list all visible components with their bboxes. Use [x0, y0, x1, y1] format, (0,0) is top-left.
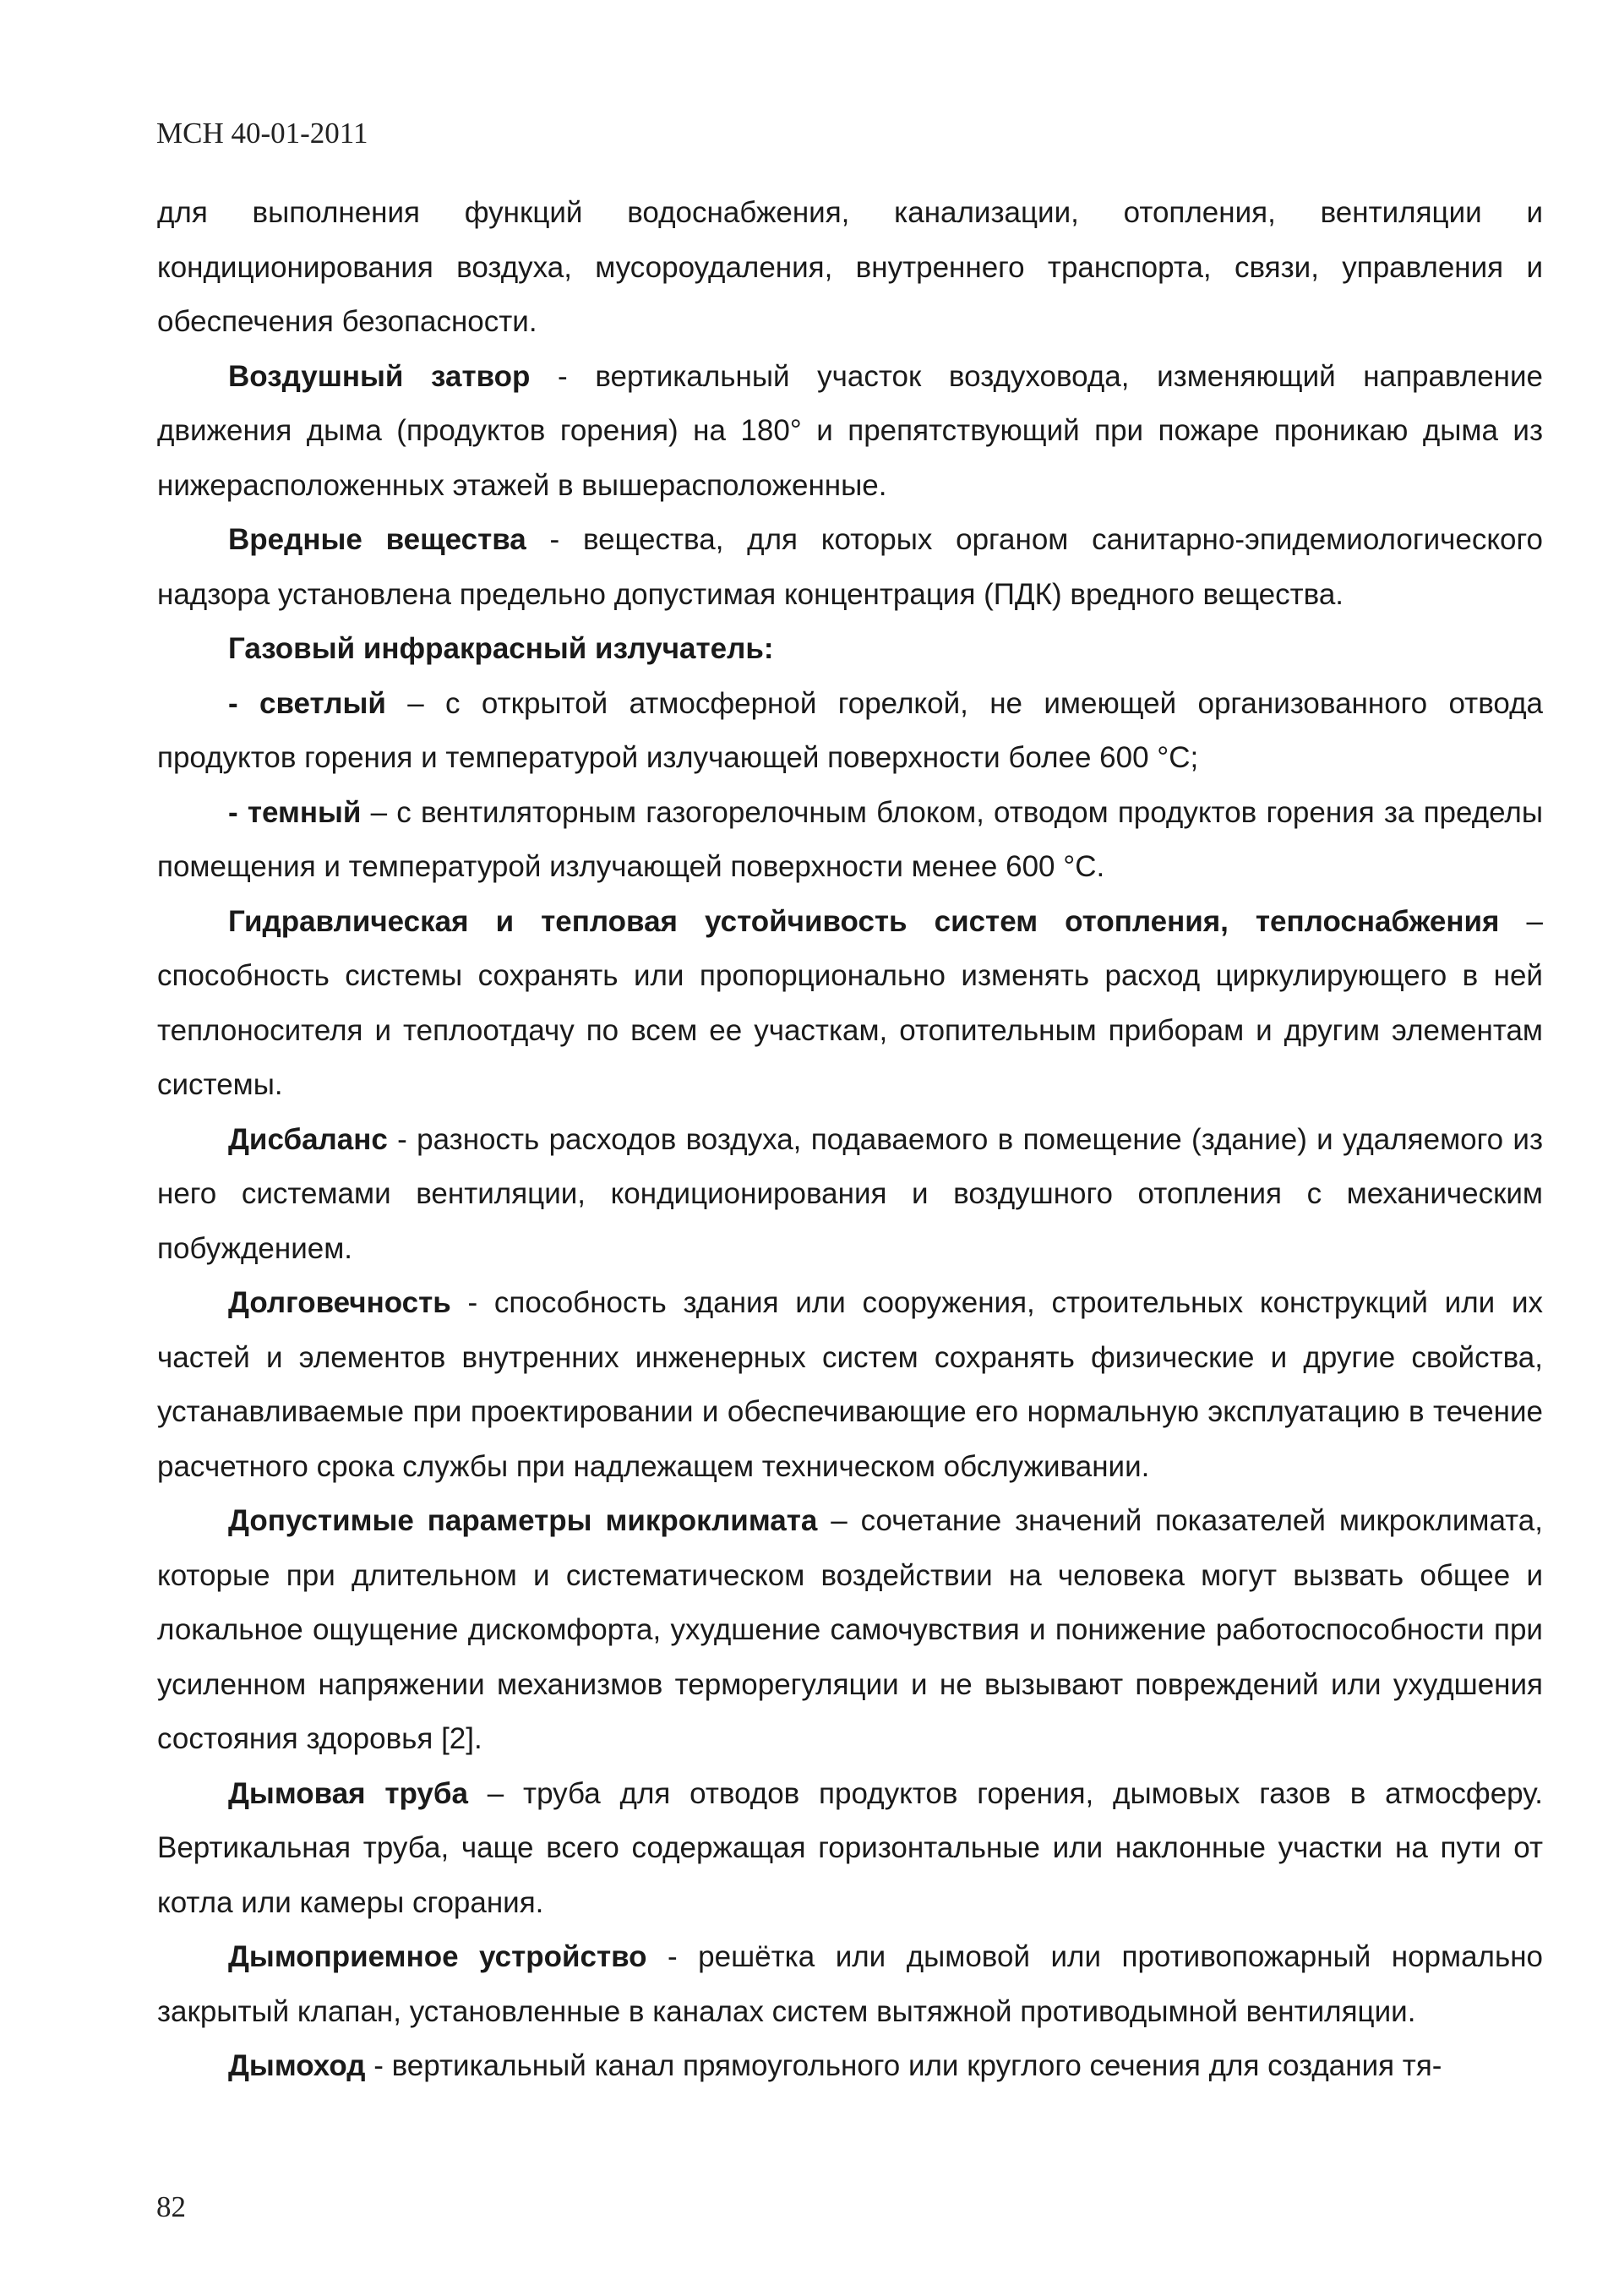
definition-text: - вещества, для которых органом санитарно-эпидемиологического надзора установлена предельно допустимая концентрация (ПДК) вредного вещества. [157, 523, 1543, 611]
paragraph [157, 513, 1543, 622]
document-body [157, 186, 1543, 2094]
paragraph [157, 1113, 1543, 1277]
paragraph [157, 1276, 1543, 1494]
definition-text: – с вентиляторным газогорелочным блоком, отводом продуктов горения за пределы помещения и температурой излучающей поверхности менее 600 °С. [157, 795, 1543, 883]
definition-text: для выполнения функций водоснабжения, канализации, отопления, вентиляции и кондиционирования воздуха, мусороудаления, внутреннего транспорта, связи, управления и обеспечения безопасности. [157, 196, 1543, 338]
definition-text: - способность здания или сооружения, строительных конструкций или их частей и элементов внутренних инженерных систем сохранять физические и другие свойства, устанавливаемые при проектировании и обеспечивающие его нормальную эксплуатацию в течение расчетного срока службы при надлежащем техническом обслуживании. [157, 1286, 1543, 1483]
term: Долговечность [228, 1286, 451, 1319]
term: Дисбаланс [228, 1122, 388, 1156]
term: Дымоприемное устройство [228, 1940, 647, 1973]
term: Газовый инфракрасный излучатель: [228, 632, 774, 665]
definition-text: - вертикальный участок воздуховода, изменяющий направление движения дыма (продуктов горения) на 180° и препятствующий при пожаре проникаю дыма из нижерасположенных этажей в вышерасположенные. [157, 359, 1544, 502]
definition-text: - разность расходов воздуха, подаваемого в помещение (здание) и удаляемого из него системами вентиляции, кондиционирования и воздушного отопления с механическим побуждением. [157, 1122, 1543, 1265]
paragraph [157, 895, 1543, 1113]
paragraph [157, 350, 1543, 514]
definition-text: – способность системы сохранять или пропорционально изменять расход циркулирующего в ней теплоносителя и теплоотдачу по всем ее участкам, отопительным приборам и другим элементам системы. [157, 904, 1543, 1101]
definition-text: - вертикальный канал прямоугольного или круглого сечения для создания тя- [365, 2049, 1442, 2082]
paragraph [157, 622, 1543, 677]
paragraph [157, 186, 1543, 350]
term: Допустимые параметры микроклимата [228, 1504, 818, 1537]
term: Гидравлическая и тепловая устойчивость систем отопления, теплоснабжения [228, 904, 1500, 938]
term: Дымовая труба [228, 1776, 468, 1810]
term: - светлый [228, 686, 386, 720]
paragraph [157, 1494, 1543, 1767]
term: Дымоход [228, 2049, 366, 2082]
term: - темный [228, 795, 362, 829]
paragraph [157, 786, 1543, 895]
paragraph [157, 1930, 1543, 2039]
paragraph [157, 1767, 1543, 1931]
paragraph [157, 2039, 1543, 2094]
page-number: 82 [156, 2190, 186, 2223]
definition-text: – труба для отводов продуктов горения, дымовых газов в атмосферу. Вертикальная труба, чаще всего содержащая горизонтальные или наклонные участки на пути от котла или камеры сгорания. [157, 1776, 1543, 1919]
paragraph [157, 677, 1543, 786]
definition-text: – сочетание значений показателей микроклимата, которые при длительном и систематическом воздействии на человека могут вызвать общее и локальное ощущение дискомфорта, ухудшение самочувствия и понижение работоспособности при усиленном напряжении механизмов терморегуляции и не вызывают повреждений или ухудшения состояния здоровья [2]. [157, 1504, 1543, 1755]
term: Вредные вещества [228, 523, 526, 556]
document-header: МСН 40-01-2011 [156, 117, 368, 150]
definition-text: - решётка или дымовой или противопожарный нормально закрытый клапан, установленные в каналах систем вытяжной противодымной вентиляции. [157, 1940, 1543, 2028]
term: Воздушный затвор [228, 359, 531, 393]
definition-text: – с открытой атмосферной горелкой, не имеющей организованного отвода продуктов горения и температурой излучающей поверхности более 600 °С; [157, 686, 1543, 774]
